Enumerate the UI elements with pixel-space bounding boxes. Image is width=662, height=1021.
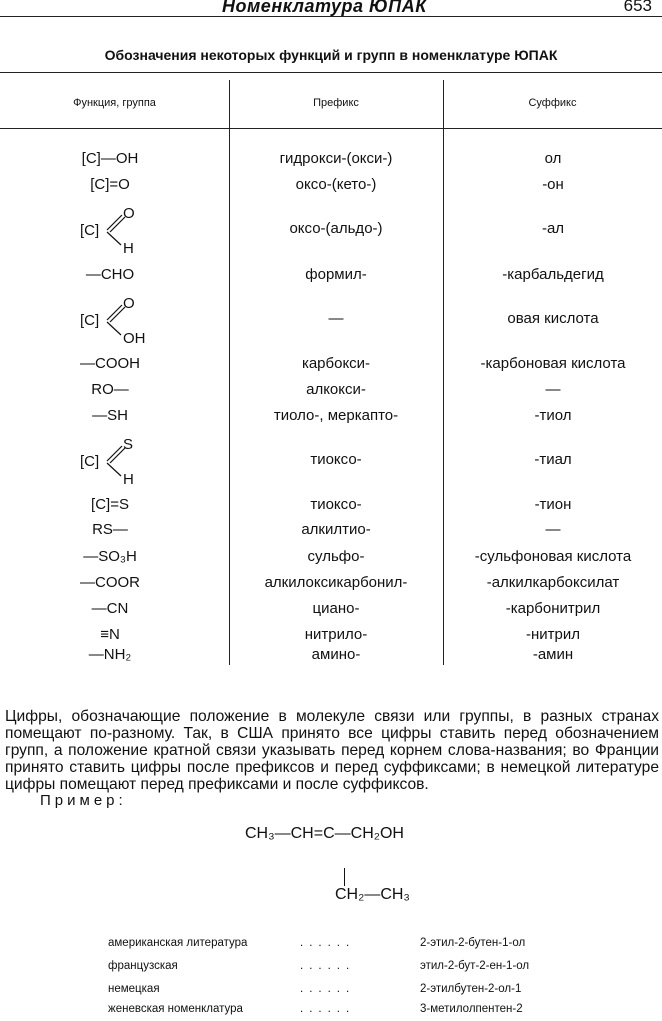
functional-group-structure bbox=[75, 434, 165, 486]
leader-dots: ...... bbox=[300, 960, 356, 972]
name-label: американская литература bbox=[108, 937, 248, 949]
function-cell: ≡N bbox=[100, 626, 120, 643]
prefix-cell: гидрокси-(окси-) bbox=[279, 150, 393, 167]
prefix-cell: сульфо- bbox=[307, 548, 365, 565]
function-cell: —CN bbox=[91, 600, 129, 617]
suffix-cell: -карбальдегид bbox=[502, 266, 604, 283]
function-cell: —SO₃H bbox=[83, 548, 137, 565]
function-cell: —COOR bbox=[80, 574, 140, 591]
bond-down bbox=[107, 232, 121, 245]
example-label: Пример: bbox=[40, 792, 127, 809]
function-cell: RS— bbox=[92, 521, 128, 538]
prefix-cell: тиоксо- bbox=[310, 496, 362, 513]
carbon-label: [C] bbox=[80, 222, 100, 239]
functional-group-structure bbox=[75, 293, 165, 345]
suffix-cell: -карбонитрил bbox=[505, 600, 601, 617]
suffix-cell: овая кислота bbox=[507, 310, 599, 327]
bond-down bbox=[107, 463, 121, 476]
suffix-cell: -сульфоновая кислота bbox=[474, 548, 632, 565]
prefix-cell: тиоксо- bbox=[310, 451, 362, 468]
bottom-atom: OH bbox=[123, 330, 146, 345]
carbon-label: [C] bbox=[80, 453, 100, 470]
prefix-cell: алкокси- bbox=[306, 381, 366, 398]
leader-dots: ...... bbox=[300, 983, 356, 995]
suffix-cell: -тион bbox=[534, 496, 572, 513]
formula-vertical-bond bbox=[344, 868, 345, 886]
name-row bbox=[0, 960, 662, 978]
name-row bbox=[0, 983, 662, 1001]
page-number: 653 bbox=[623, 0, 652, 15]
bond-down bbox=[107, 322, 121, 335]
prefix-cell: оксо-(альдо-) bbox=[289, 220, 383, 237]
leader-dots: ...... bbox=[300, 1003, 356, 1015]
bottom-atom: H bbox=[123, 471, 134, 486]
function-cell: —NH₂ bbox=[88, 646, 132, 663]
suffix-cell: -амин bbox=[532, 646, 574, 663]
leader-dots: ...... bbox=[300, 937, 356, 949]
page-header bbox=[0, 0, 662, 18]
function-cell: [C]—OH bbox=[81, 150, 139, 167]
suffix-cell: — bbox=[545, 521, 561, 538]
suffix-cell: -карбоновая кислота bbox=[480, 355, 626, 372]
functional-group-structure bbox=[75, 203, 165, 255]
suffix-cell: -тиал bbox=[534, 451, 572, 468]
prefix-cell: алкилоксикарбонил- bbox=[264, 574, 408, 591]
header-rule bbox=[0, 16, 662, 17]
prefix-cell: амино- bbox=[311, 646, 361, 663]
prefix-cell: оксо-(кето-) bbox=[295, 176, 377, 193]
prefix-cell: — bbox=[328, 310, 344, 327]
prefix-cell: алкилтио- bbox=[301, 521, 371, 538]
function-cell: [C]=O bbox=[90, 176, 130, 193]
name-label: немецкая bbox=[108, 983, 160, 995]
structural-formula-main: CH₃—CH=C—CH₂OH bbox=[245, 825, 404, 842]
top-atom: O bbox=[123, 295, 135, 312]
function-cell: —SH bbox=[92, 407, 128, 424]
suffix-cell: -ал bbox=[541, 220, 565, 237]
prefix-cell: тиоло-, меркапто- bbox=[273, 407, 399, 424]
suffix-cell: ол bbox=[544, 150, 562, 167]
function-cell: [C]=S bbox=[91, 496, 129, 513]
suffix-cell: -он bbox=[542, 176, 564, 193]
carbon-label: [C] bbox=[80, 312, 100, 329]
column-header-prefix: Префикс bbox=[313, 97, 359, 109]
prefix-cell: карбокси- bbox=[301, 355, 371, 372]
body-paragraph: Цифры, обозначающие положение в молекуле связи или группы, в разных странах помещают по-разному. Так, в США принято все цифры ставить перед обозначением групп, а положение кратной связи указывать перед корнем слова-названия; во Франции принято ставить цифры после префиксов и перед суффиксами; в немецкой литературе цифры помещают перед префиксами и после суффиксов. bbox=[5, 708, 659, 793]
name-row bbox=[0, 937, 662, 955]
name-value: 2-этилбутен-2-ол-1 bbox=[420, 983, 522, 995]
function-cell: —CHO bbox=[85, 266, 135, 283]
name-label: женевская номенклатура bbox=[108, 1003, 243, 1015]
suffix-cell: -нитрил bbox=[525, 626, 580, 643]
name-value: 3-метилолпентен-2 bbox=[420, 1003, 523, 1015]
column-header-suffix: Суффикс bbox=[528, 97, 577, 109]
top-atom: S bbox=[123, 436, 134, 453]
suffix-cell: -алкилкарбоксилат bbox=[486, 574, 620, 591]
table-head-rule bbox=[0, 128, 662, 129]
name-value: 2-этил-2-бутен-1-ол bbox=[420, 937, 526, 949]
suffix-cell: — bbox=[545, 381, 561, 398]
name-value: этил-2-бут-2-ен-1-ол bbox=[420, 960, 530, 972]
prefix-cell: формил- bbox=[305, 266, 367, 283]
table-caption: Обозначения некоторых функций и групп в номенклатуре ЮПАК bbox=[104, 47, 558, 63]
name-label: французская bbox=[108, 960, 178, 972]
suffix-cell: -тиол bbox=[534, 407, 572, 424]
table-top-rule bbox=[0, 72, 662, 73]
prefix-cell: нитрило- bbox=[304, 626, 368, 643]
function-cell: —COOH bbox=[80, 355, 140, 372]
top-atom: O bbox=[123, 205, 135, 222]
column-header-function: Функция, группа bbox=[73, 97, 156, 109]
running-title: Номенклатура ЮПАК bbox=[222, 0, 427, 16]
name-row bbox=[0, 1003, 662, 1021]
structural-formula-branch: CH₂—CH₃ bbox=[335, 886, 410, 903]
function-cell: RO— bbox=[91, 381, 129, 398]
prefix-cell: циано- bbox=[312, 600, 360, 617]
bottom-atom: H bbox=[123, 240, 134, 255]
